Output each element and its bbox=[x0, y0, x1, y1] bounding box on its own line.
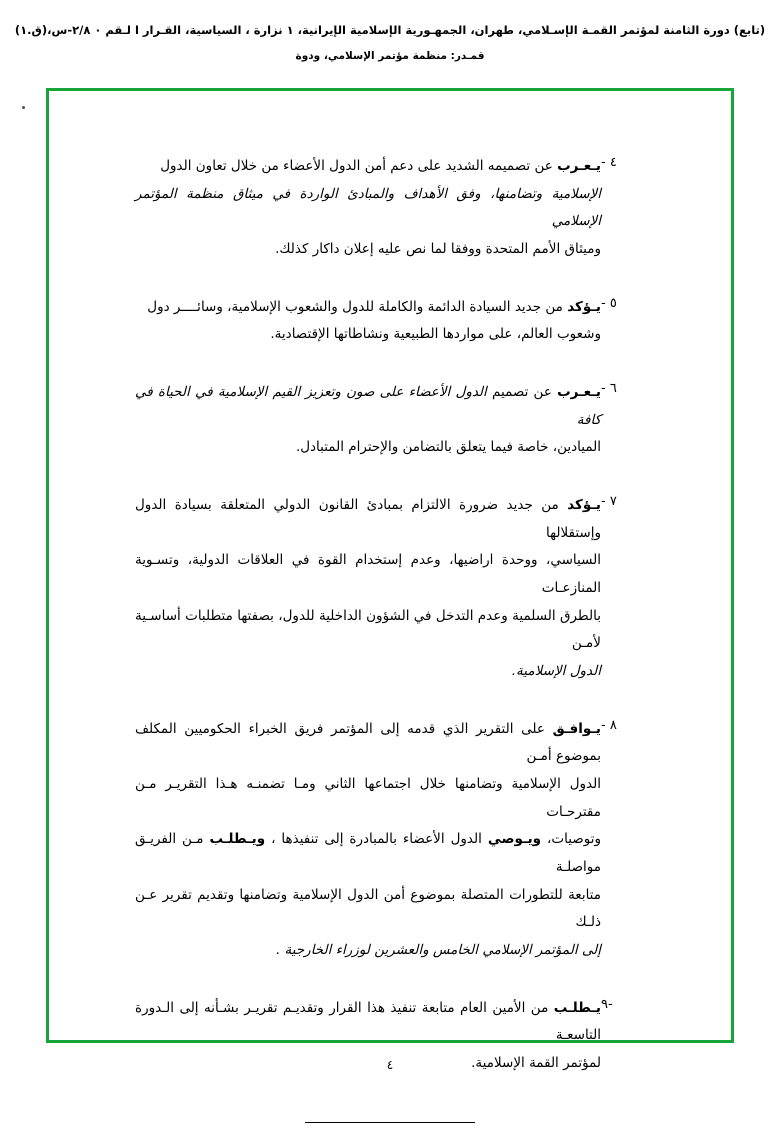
clause-run: بالطرق السلمية وعدم التدخل في الشؤون الداخلية للدول، بصفتها متطلبات أساسـية لأمـن bbox=[135, 607, 601, 652]
clause-line bbox=[135, 771, 601, 826]
document-header bbox=[0, 22, 780, 62]
clause-line bbox=[135, 716, 601, 771]
clause-run: من جديد ضرورة الالتزام بمبادئ القانون الدولي المتعلقة بسيادة الدول وإستقلالها bbox=[135, 497, 601, 541]
clause-7 bbox=[135, 492, 645, 686]
clause-9-marker: -٩ bbox=[601, 996, 613, 1012]
header-reference-line: (تابع) دورة الثامنة لمؤتمر القمـة الإسـلامي، طهران، الجمهـورية الإسلامية الإيرانية، ١ نزارة ، السياسية، القـرار ا لـقم ٠ ٢/٨-س،(ق.١) bbox=[14, 23, 766, 37]
clause-line bbox=[135, 882, 601, 937]
clause-run: لمؤتمر القمة الإسلامية. bbox=[471, 1055, 601, 1072]
clause-8-marker: ٨ - bbox=[601, 717, 617, 733]
clause-verb: يـؤكد bbox=[567, 497, 601, 514]
clause-4-text bbox=[135, 153, 601, 264]
resolution-clause-list bbox=[135, 149, 645, 1131]
clause-6 bbox=[135, 379, 645, 462]
clause-run: على التقرير الذي قدمه إلى المؤتمر فريق الخبراء الحكوميين المكلف بموضوع أمـن bbox=[135, 720, 601, 765]
clause-run: من جديد السيادة الدائمة والكاملة للدول والشعوب الإسلامية، وسائــــر دول bbox=[147, 298, 568, 315]
clause-line bbox=[135, 995, 601, 1050]
clause-run: الدول الأعضاء بالمبادرة إلى تنفيذها ، bbox=[265, 831, 488, 848]
clause-run: عن تصميم bbox=[486, 384, 558, 401]
document-footer bbox=[0, 1058, 780, 1072]
clause-verb: يـوافـق bbox=[552, 720, 601, 737]
clause-verb: يـعـرب bbox=[557, 158, 601, 174]
clause-line bbox=[135, 181, 601, 236]
clause-run: وميثاق الأمم المتحدة ووفقا لما نص عليه إعلان داكار كذلك. bbox=[275, 241, 601, 258]
clause-run: الميادين، خاصة فيما يتعلق بالتضامن والإحترام المتبادل. bbox=[295, 439, 601, 456]
clause-5-marker: ٥ - bbox=[601, 295, 617, 311]
page-number: ٤ bbox=[386, 1058, 394, 1072]
clause-4-marker: ٤ - bbox=[601, 155, 617, 170]
clause-5-text bbox=[135, 294, 601, 349]
clause-run: عن تصميمه الشديد على دعم أمن الدول الأعضاء من خلال تعاون الدول bbox=[160, 158, 558, 174]
clause-emphasis: الدول الأعضاء على صون وتعزيز القيم الإسلامية في الحياة في كافة bbox=[135, 384, 601, 428]
clause-verb: يـؤكد bbox=[567, 298, 601, 315]
clause-8 bbox=[135, 716, 645, 965]
clause-run: مـن الفريـق مواصلـة bbox=[135, 831, 601, 876]
clause-line bbox=[135, 547, 601, 602]
clause-line bbox=[135, 294, 601, 322]
clause-verb: ويـوصي bbox=[487, 831, 542, 848]
scan-artifact-dot bbox=[22, 106, 25, 109]
clause-run: السياسي، ووحدة اراضيها، وعدم إستخدام القوة في العلاقات الدولية، وتسـوية المنازعـات bbox=[135, 552, 601, 597]
clause-run: وشعوب العالم، على مواردها الطبيعية ونشاطاتها الإقتصادية. bbox=[270, 326, 601, 343]
end-of-document-rule bbox=[305, 1122, 475, 1123]
clause-emphasis: الإسلامية وتضامنها، وفق الأهداف والمبادئ الواردة في ميثاق منظمة المؤتمر الإسلامي bbox=[135, 185, 601, 230]
clause-verb: يـعـرب bbox=[557, 384, 601, 401]
clause-emphasis: الدول الإسلامية. bbox=[511, 663, 601, 680]
green-page-border bbox=[46, 88, 734, 1072]
clause-8-text bbox=[135, 716, 601, 965]
clause-line bbox=[135, 153, 601, 181]
clause-run: من الأمين العام متابعة تنفيذ هذا القرار وتقديـم تقريـر بشـأنه إلى الـدورة التاسعـة bbox=[135, 999, 601, 1044]
clause-5 bbox=[135, 294, 645, 349]
header-source-line: قمـدر: منظمة مؤتمر الإسلامي، ودوة bbox=[295, 50, 485, 63]
clause-run: وتوصيات، bbox=[541, 831, 601, 848]
clause-4 bbox=[135, 153, 645, 264]
clause-6-text bbox=[135, 379, 601, 462]
clause-line bbox=[135, 321, 601, 349]
clause-run: متابعة للتطورات المتصلة بموضوع أمن الدول الإسلامية وتضامنها وتقديم تقرير عـن ذلـك bbox=[135, 886, 601, 931]
clause-line bbox=[135, 379, 601, 434]
clause-line bbox=[135, 826, 601, 881]
clause-line bbox=[135, 492, 601, 547]
clause-6-marker: ٦ - bbox=[601, 381, 617, 397]
clause-7-text bbox=[135, 492, 601, 686]
clause-line bbox=[135, 603, 601, 658]
clause-verb: يـطلـب bbox=[553, 999, 601, 1016]
clause-7-marker: ٧ - bbox=[601, 494, 617, 510]
clause-run: الدول الإسلامية وتضامنها خلال اجتماعها الثاني ومـا تضمنـه هـذا التقريـر مـن مقترحـات bbox=[135, 776, 601, 820]
clause-line bbox=[135, 434, 601, 462]
clause-verb: ويـطلـب bbox=[209, 831, 266, 848]
end-of-document-rule-wrapper bbox=[135, 1112, 645, 1131]
clause-emphasis: إلى المؤتمر الإسلامي الخامس والعشرين لوزراء الخارجية . bbox=[275, 942, 601, 959]
clause-line bbox=[135, 937, 601, 965]
clause-line bbox=[135, 658, 601, 686]
clause-line bbox=[135, 236, 601, 264]
